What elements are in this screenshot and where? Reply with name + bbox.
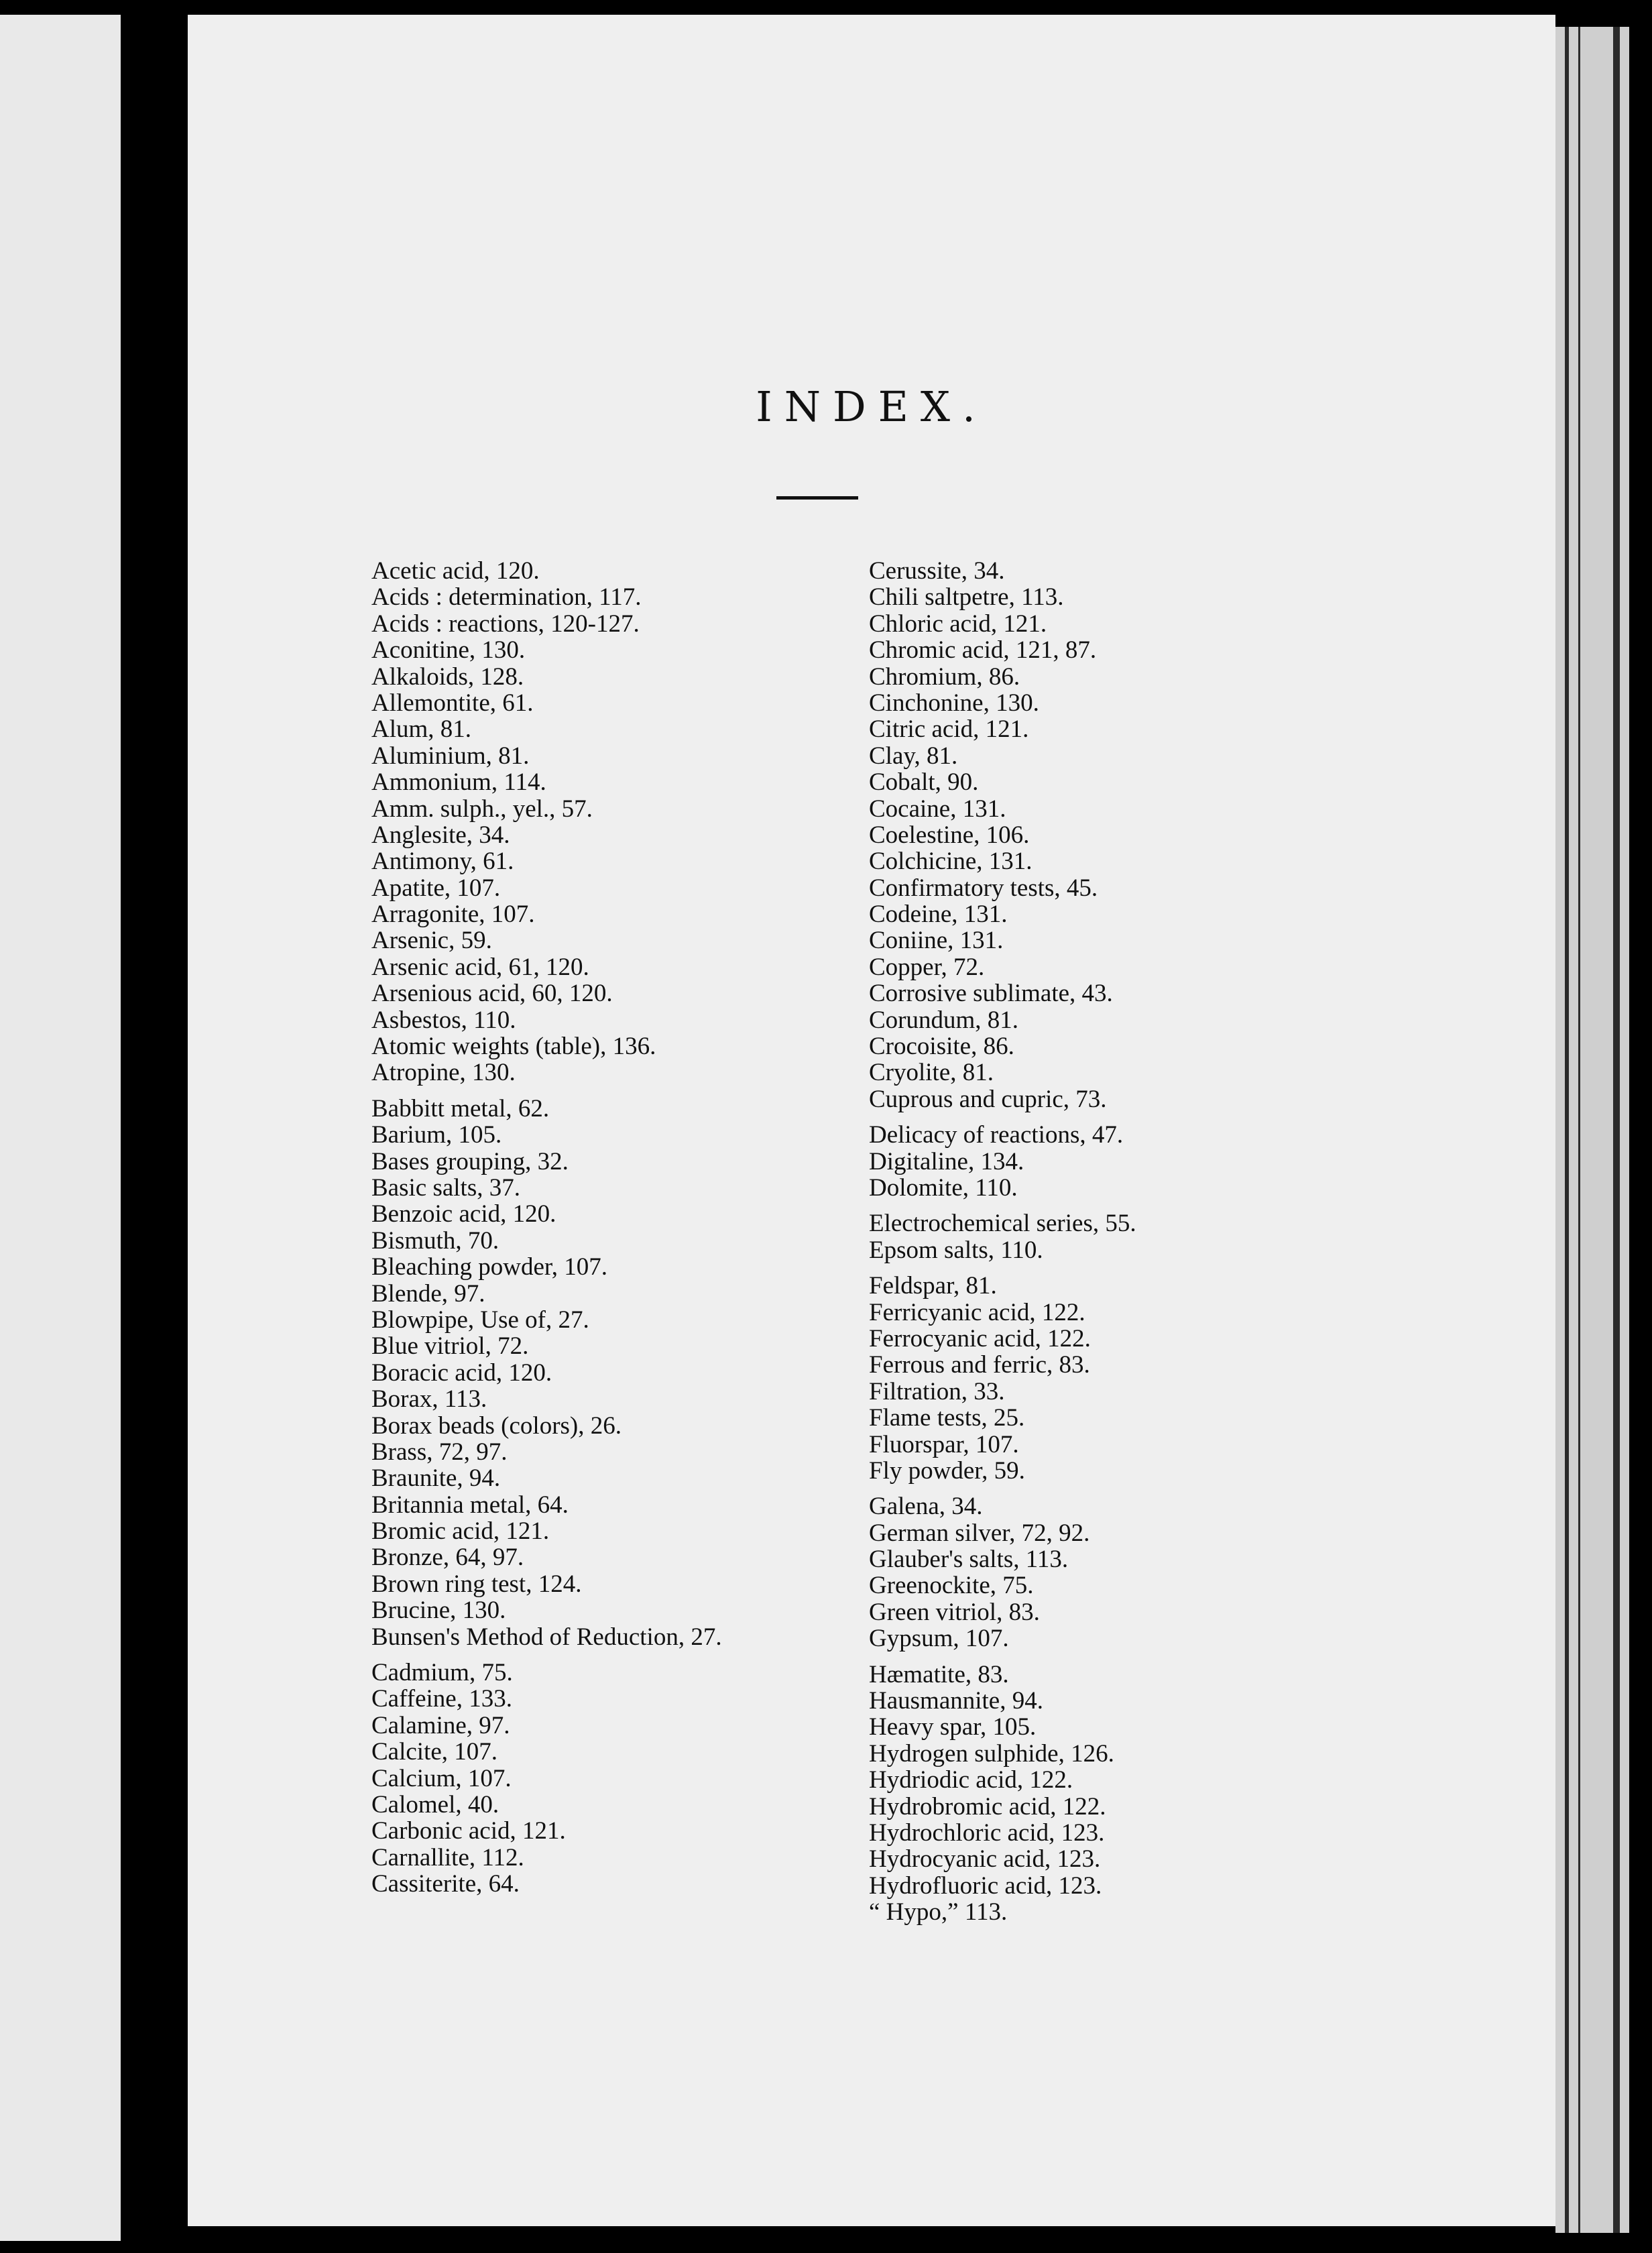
index-entry: Babbitt metal, 62. [371, 1094, 550, 1122]
index-entry: Brown ring test, 124. [371, 1570, 582, 1598]
index-entry: Arsenic, 59. [371, 927, 492, 955]
index-entry: Coniine, 131. [869, 927, 1004, 955]
index-entry: Glauber's salts, 113. [869, 1546, 1069, 1574]
index-entry: Alkaloids, 128. [371, 662, 524, 691]
index-entry: Amm. sulph., yel., 57. [371, 795, 593, 823]
title-rule [776, 496, 858, 500]
index-entry: Cerussite, 34. [869, 557, 1005, 585]
index-entry: Apatite, 107. [371, 874, 501, 902]
index-entry: Calomel, 40. [371, 1790, 499, 1818]
index-entry: Benzoic acid, 120. [371, 1200, 556, 1228]
index-entry: Brass, 72, 97. [371, 1438, 508, 1466]
index-entry: Blende, 97. [371, 1279, 485, 1308]
index-entry: Acetic acid, 120. [371, 557, 540, 585]
index-entry: Antimony, 61. [371, 848, 514, 876]
index-entry: Corundum, 81. [869, 1006, 1019, 1034]
index-entry: Calcite, 107. [371, 1738, 498, 1766]
index-entry: Ferricyanic acid, 122. [869, 1298, 1085, 1326]
page-stack-edge [1555, 27, 1629, 2233]
page-title: INDEX. [756, 382, 988, 431]
page-edge-line [1565, 27, 1569, 2233]
index-entry: Heavy spar, 105. [869, 1713, 1037, 1741]
index-entry: Electrochemical series, 55. [869, 1210, 1136, 1238]
index-entry: Carbonic acid, 121. [371, 1817, 566, 1845]
index-entry: Hydrobromic acid, 122. [869, 1792, 1106, 1821]
index-entry: Greenockite, 75. [869, 1572, 1034, 1600]
index-entry: German silver, 72, 92. [869, 1519, 1090, 1547]
index-entry: Bunsen's Method of Reduction, 27. [371, 1623, 722, 1651]
index-entry: Fly powder, 59. [869, 1456, 1025, 1485]
index-entry: Cassiterite, 64. [371, 1870, 520, 1898]
index-entry: Cobalt, 90. [869, 768, 979, 797]
index-entry: Aconitine, 130. [371, 636, 526, 665]
index-entry: Boracic acid, 120. [371, 1359, 552, 1387]
index-entry: Hydrochloric acid, 123. [869, 1818, 1105, 1847]
index-entry: Calcium, 107. [371, 1764, 512, 1792]
index-entry: Feldspar, 81. [869, 1272, 997, 1300]
index-entry: Ferrocyanic acid, 122. [869, 1324, 1091, 1352]
index-entry: Bismuth, 70. [371, 1226, 499, 1255]
index-entry: Cinchonine, 130. [869, 689, 1039, 717]
index-entry: Arsenic acid, 61, 120. [371, 953, 589, 981]
index-entry: Coelestine, 106. [869, 821, 1030, 849]
page-edge-line [1613, 27, 1620, 2233]
index-entry: Bronze, 64, 97. [371, 1544, 524, 1572]
index-entry: Hydrocyanic acid, 123. [869, 1845, 1101, 1873]
index-entry: Atropine, 130. [371, 1059, 516, 1087]
index-entry: Chromium, 86. [869, 662, 1020, 691]
index-entry: Carnallite, 112. [371, 1843, 524, 1871]
index-entry: Clay, 81. [869, 742, 958, 770]
book-gutter [121, 0, 188, 2253]
index-entry: Barium, 105. [371, 1121, 502, 1149]
index-entry: Bromic acid, 121. [371, 1517, 550, 1546]
index-entry: Chromic acid, 121, 87. [869, 636, 1097, 665]
index-column-left [371, 558, 722, 1898]
index-entry: Aluminium, 81. [371, 742, 530, 770]
index-entry: Citric acid, 121. [869, 715, 1029, 744]
index-entry: Hydriodic acid, 122. [869, 1766, 1073, 1794]
page-edge-line [1578, 27, 1580, 2233]
index-entry: Arsenious acid, 60, 120. [371, 980, 613, 1008]
index-entry: Green vitriol, 83. [869, 1598, 1040, 1626]
index-entry: Anglesite, 34. [371, 821, 510, 849]
index-entry: Caffeine, 133. [371, 1685, 512, 1713]
index-entry: Blowpipe, Use of, 27. [371, 1306, 589, 1334]
index-entry: Calamine, 97. [371, 1711, 510, 1739]
index-entry: Chloric acid, 121. [869, 610, 1047, 638]
index-entry: Fluorspar, 107. [869, 1430, 1019, 1458]
index-entry: Alum, 81. [371, 715, 472, 744]
index-entry: Allemontite, 61. [371, 689, 534, 717]
index-entry: Britannia metal, 64. [371, 1491, 569, 1519]
index-entry: Colchicine, 131. [869, 848, 1032, 876]
index-entry: Crocoisite, 86. [869, 1033, 1014, 1061]
index-column-right [869, 558, 1136, 1926]
index-entry: Bases grouping, 32. [371, 1147, 569, 1175]
index-entry: Dolomite, 110. [869, 1173, 1018, 1202]
index-entry: “ Hypo,” 113. [869, 1898, 1008, 1926]
index-entry: Brucine, 130. [371, 1597, 506, 1625]
index-entry: Copper, 72. [869, 953, 985, 981]
index-entry: Hydrogen sulphide, 126. [869, 1739, 1114, 1768]
index-entry: Bleaching powder, 107. [371, 1253, 607, 1281]
index-entry: Corrosive sublimate, 43. [869, 980, 1113, 1008]
index-entry: Cuprous and cupric, 73. [869, 1085, 1107, 1113]
index-entry: Cryolite, 81. [869, 1059, 994, 1087]
index-entry: Arragonite, 107. [371, 901, 535, 929]
index-entry: Gypsum, 107. [869, 1625, 1009, 1653]
index-entry: Filtration, 33. [869, 1377, 1005, 1405]
index-entry: Cocaine, 131. [869, 795, 1006, 823]
index-entry: Blue vitriol, 72. [371, 1332, 529, 1361]
index-entry: Galena, 34. [869, 1493, 983, 1521]
index-entry: Hæmatite, 83. [869, 1660, 1009, 1688]
index-entry: Delicacy of reactions, 47. [869, 1121, 1124, 1149]
index-entry: Braunite, 94. [371, 1464, 501, 1493]
index-entry: Acids : reactions, 120-127. [371, 610, 640, 638]
index-entry: Atomic weights (table), 136. [371, 1033, 656, 1061]
index-entry: Flame tests, 25. [869, 1404, 1025, 1432]
index-entry: Acids : determination, 117. [371, 583, 642, 612]
index-entry: Ferrous and ferric, 83. [869, 1351, 1090, 1379]
index-entry: Cadmium, 75. [371, 1659, 513, 1687]
index-entry: Chili saltpetre, 113. [869, 583, 1064, 612]
index-entry: Hausmannite, 94. [869, 1687, 1043, 1715]
index-entry: Borax beads (colors), 26. [371, 1411, 622, 1440]
index-entry: Digitaline, 134. [869, 1147, 1024, 1175]
index-entry: Asbestos, 110. [371, 1006, 516, 1034]
index-entry: Codeine, 131. [869, 901, 1008, 929]
index-entry: Borax, 113. [371, 1385, 487, 1413]
index-entry: Basic salts, 37. [371, 1173, 520, 1202]
index-entry: Hydrofluoric acid, 123. [869, 1871, 1102, 1900]
index-entry: Ammonium, 114. [371, 768, 546, 797]
facing-page-edge [0, 15, 121, 2241]
index-entry: Epsom salts, 110. [869, 1236, 1043, 1264]
index-entry: Confirmatory tests, 45. [869, 874, 1098, 902]
